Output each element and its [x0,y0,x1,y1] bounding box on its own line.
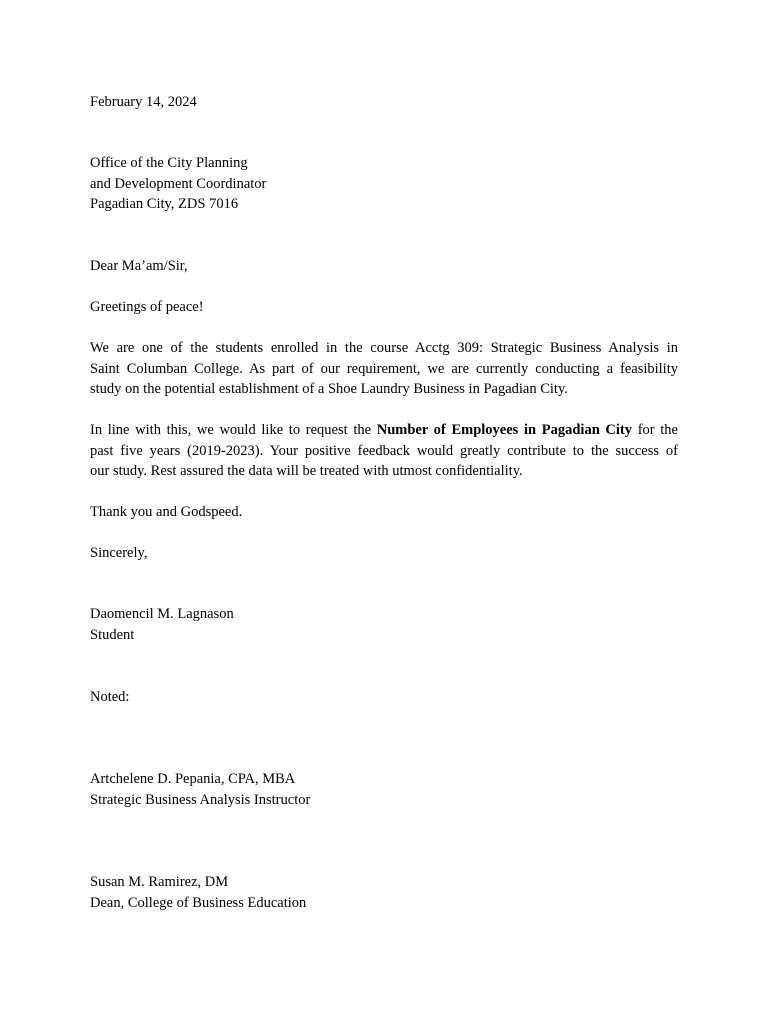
paragraph-1-line-3: study on the potential establishment of a Shoe Laundry Business in Pagadian City. [90,381,568,397]
recipient-line-1: Office of the City Planning [90,155,248,171]
paragraph-2-line-1 [90,420,678,441]
noted-label [90,687,129,708]
thanks [90,502,242,523]
instructor-title: Strategic Business Analysis Instructor [90,791,311,808]
instructor-name: Artchelene D. Pepania, CPA, MBA [90,771,296,787]
body-paragraph-1 [90,338,678,400]
signatory-title: Student [90,626,135,643]
paragraph-1-line-2: Saint Columban College. As part of our requirement, we are currently conducting a feasibility [90,360,678,377]
recipient-line-3: Pagadian City, ZDS 7016 [90,196,239,212]
noted-label-text: Noted: [90,689,130,705]
paragraph-2-text-before: In line with this, we would like to request the [90,422,377,438]
paragraph-1-line-1: We are one of the students enrolled in the course Acctg 309: Strategic Business Analysis in [90,340,678,356]
recipient-line-2: and Development Coordinator [90,175,267,192]
signatory [90,604,234,645]
noted-by-instructor [90,769,310,810]
recipient-address [90,153,266,215]
dean-title: Dean, College of Business Education [90,894,307,911]
closing-text: Sincerely, [90,545,148,561]
greeting [90,297,204,318]
signatory-name: Daomencil M. Lagnason [90,606,234,622]
salutation [90,256,188,277]
date-text: February 14, 2024 [90,94,197,110]
closing [90,543,147,564]
thanks-text: Thank you and Godspeed. [90,504,243,520]
greeting-text: Greetings of peace! [90,299,204,315]
paragraph-2-line-3: our study. Rest assured the data will be treated with utmost confidentiality. [90,463,523,479]
body-paragraph-2 [90,420,678,482]
letter-date [90,92,197,113]
paragraph-2-line-2: past five years (2019-2023). Your positive feedback would greatly contribute to the success of [90,442,678,459]
paragraph-2-text-after: for the [632,422,678,438]
salutation-text: Dear Ma’am/Sir, [90,258,188,274]
dean-name: Susan M. Ramirez, DM [90,874,229,890]
noted-by-dean [90,872,306,913]
requested-data-emphasis: Number of Employees in Pagadian City [376,422,633,438]
